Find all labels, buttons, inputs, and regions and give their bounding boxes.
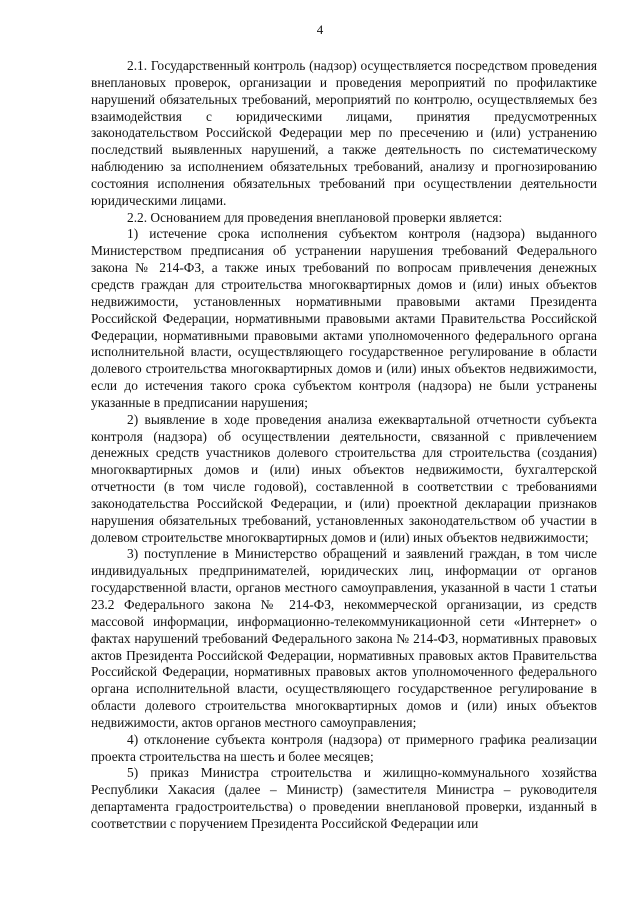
- list-item-1-deadline-expiry: 1) истечение срока исполнения субъектом контроля (надзора) выданного Министерством предписания об устранении нарушения требований Федерального закона № 214-ФЗ, а также иных требований по вопросам привлечения денежных средств граждан для строительства многоквартирных домов и (или) иных объектов недвижимости, установленных нормативными правовыми актами Президента Российской Федерации, нормативными правовыми актами Правительства Российской Федерации, нормативными правовыми актами уполномоченного федерального органа исполнительной власти, осуществляющего государственное регулирование в области долевого строительства многоквартирных домов и (или) иных объектов недвижимости, если до истечения такого срока субъектом контроля (надзора) не были устранены указанные в предписании нарушения;: [91, 226, 597, 410]
- document-body: [91, 58, 597, 833]
- paragraph-2-2-grounds-heading: 2.2. Основанием для проведения внеплановой проверки является:: [127, 209, 503, 225]
- page-number: 4: [316, 22, 324, 37]
- list-item-3-citizen-appeals: 3) поступление в Министерство обращений и заявлений граждан, в том числе индивидуальных предпринимателей, юридических лиц, информации от органов государственной власти, органов местного самоуправления, указанной в части 1 статьи 23.2 Федерального закона № 214-ФЗ, некоммерческой организации, из средств массовой информации, информационно-телекоммуникационной сети «Интернет» о фактах нарушений требований Федерального закона № 214-ФЗ, нормативных правовых актов Президента Российской Федерации, нормативных правовых актов Правительства Российской Федерации, нормативных правовых актов уполномоченного федерального органа исполнительной власти, осуществляющего государственное регулирование в области долевого строительства многоквартирных домов и (или) иных объектов недвижимости, актов органов местного самоуправления;: [91, 546, 597, 730]
- list-item-5-ministerial-order: 5) приказ Министра строительства и жилищно-коммунального хозяйства Республики Хакасия (далее – Министр) (заместителя Министра – руководителя департамента градостроительства) о проведении внеплановой проверки, изданный в соответствии с поручением Президента Российской Федерации или: [91, 765, 597, 831]
- paragraph-2-1-state-control: 2.1. Государственный контроль (надзор) осуществляется посредством проведения внеплановых проверок, организации и проведения мероприятий по профилактике нарушений обязательных требований, мероприятий по контролю, осуществляемых без взаимодействия с юридическими лицами, принятия предусмотренных законодательством Российской Федерации мер по пресечению и (или) устранению последствий выявленных нарушений, а также деятельность по систематическому наблюдению за исполнением обязательных требований, анализу и прогнозированию состояния исполнения обязательных требований при осуществлении деятельности юридическими лицами.: [91, 58, 597, 208]
- list-item-2-reporting-analysis: 2) выявление в ходе проведения анализа ежеквартальной отчетности субъекта контроля (надзора) об осуществлении деятельности, связанной с привлечением денежных средств участников долевого строительства для строительства (создания) многоквартирных домов и (или) иных объектов недвижимости, бухгалтерской отчетности (в том числе годовой), составленной в соответствии с требованиями законодательства Российской Федерации, и (или) проектной декларации признаков нарушения обязательных требований, установленных законодательством об участии в долевом строительстве многоквартирных домов и (или) иных объектов недвижимости;: [91, 411, 597, 545]
- list-item-4-schedule-deviation: 4) отклонение субъекта контроля (надзора) от примерного графика реализации проекта строительства на шесть и более месяцев;: [91, 731, 597, 764]
